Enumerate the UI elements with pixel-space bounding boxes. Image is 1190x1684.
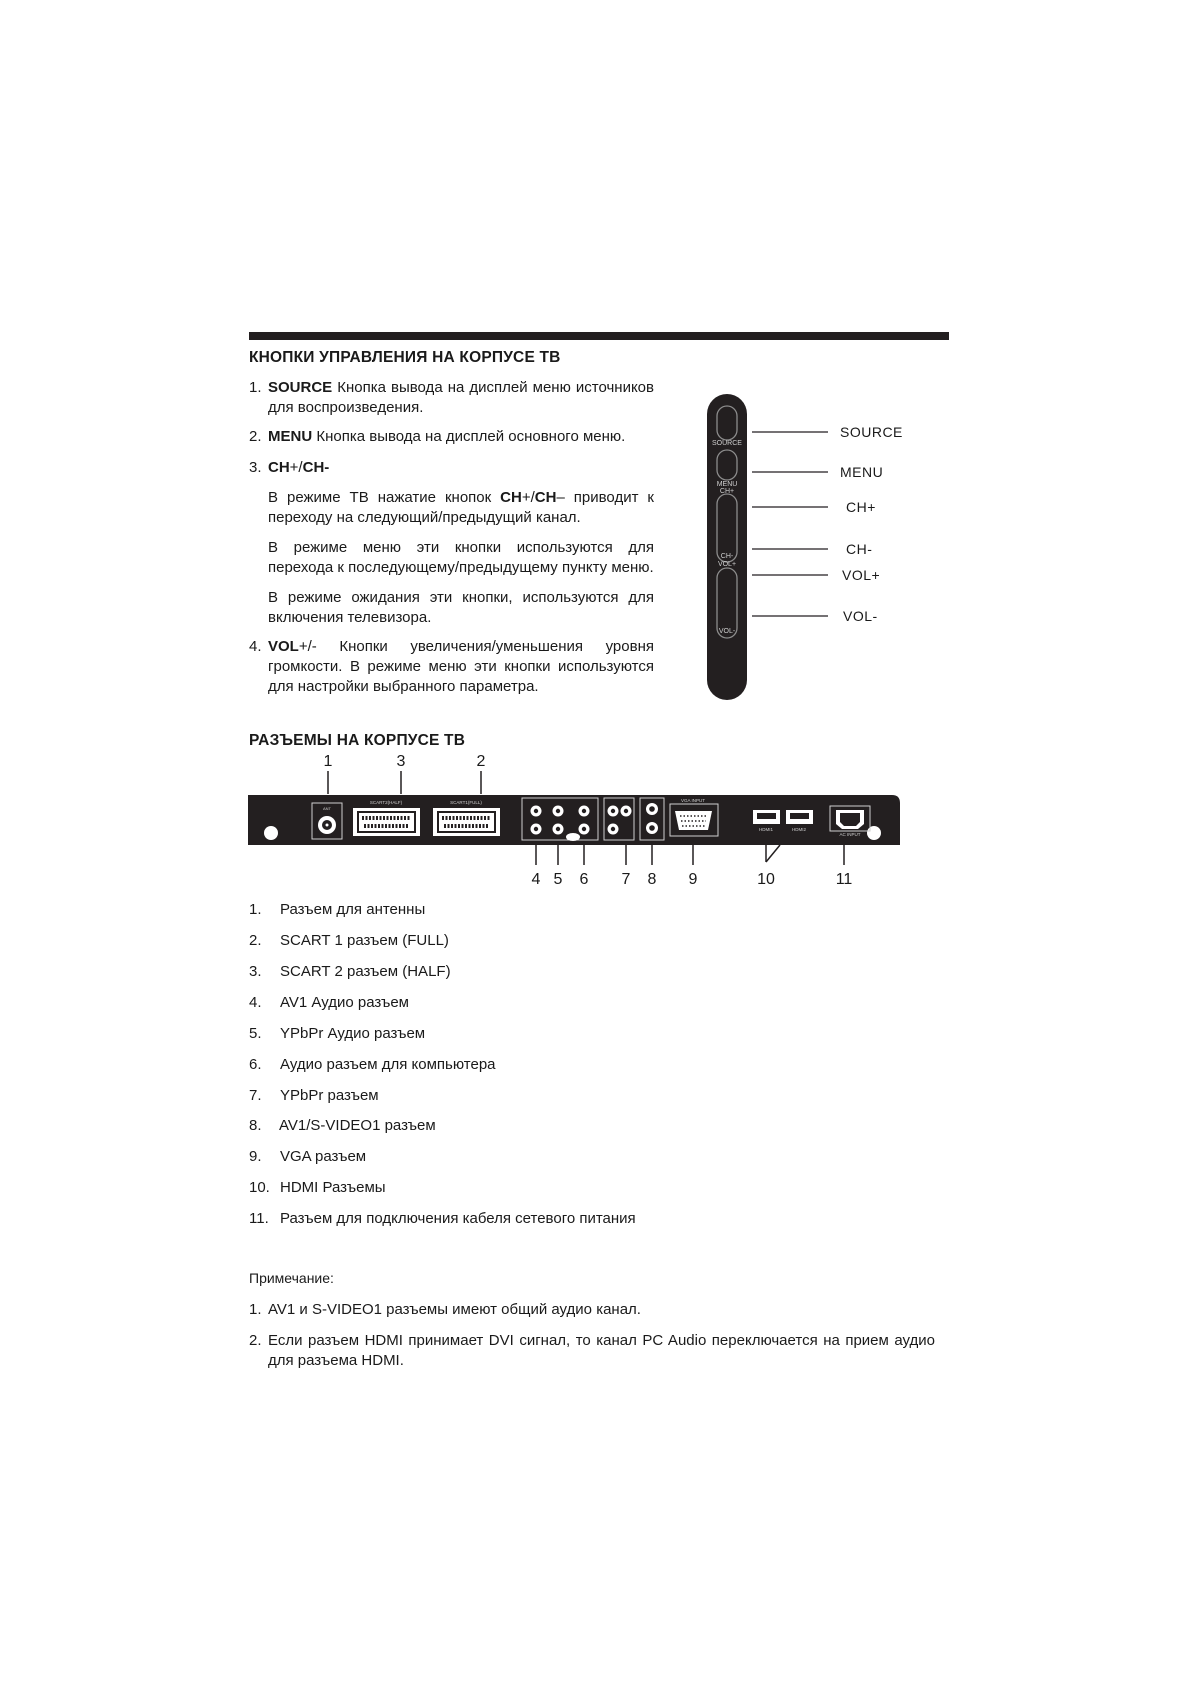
bottom-number-10: 10: [757, 871, 775, 888]
bottom-number-9: 9: [688, 871, 698, 888]
panel-label-ch-plus: CH+: [719, 488, 735, 495]
panel-label-source: SOURCE: [712, 440, 742, 447]
control-item-vol: 4. VOL+/- Кнопки увеличения/уменьшения уровня громкости. В режиме меню эти кнопки используются для настройки выбранного параметра.: [249, 638, 654, 695]
panel-label-vol-minus: VOL-: [718, 628, 736, 635]
hdmi1-label: HDMI1: [758, 827, 774, 832]
connector-list-item: 8. AV1/S-VIDEO1 разъем: [249, 1117, 436, 1134]
top-number-1: 1: [323, 753, 333, 770]
connector-list-item: 11. Разъем для подключения кабеля сетевого питания: [249, 1210, 636, 1227]
connector-list-item: 7. YPbPr разъем: [249, 1087, 379, 1104]
rear-connector-panel: [240, 750, 920, 890]
panel-label-ch-minus: CH-: [720, 553, 734, 560]
screw-hole-left: [264, 826, 278, 840]
callout-ch-plus: CH+: [846, 499, 876, 515]
callout-menu: MENU: [840, 464, 884, 480]
callout-vol-plus: VOL+: [842, 567, 881, 583]
scart1-label: SCART1(FULL): [450, 800, 482, 805]
ch-paragraph-menu: В режиме меню эти кнопки используются для перехода к последующему/предыдущему пункту меню.: [268, 539, 654, 576]
controls-section-title: КНОПКИ УПРАВЛЕНИЯ НА КОРПУСЕ ТВ: [249, 349, 561, 366]
scart2-label: SCART2(HALF): [369, 800, 403, 805]
side-button-panel: [700, 392, 930, 704]
key-ch-minus: CH: [302, 459, 325, 476]
note-item-1: 1. AV1 и S-VIDEO1 разъемы имеют общий аудио канал.: [249, 1301, 641, 1318]
callout-ch-minus: CH-: [846, 541, 873, 557]
callout-vol-minus: VOL-: [843, 608, 878, 624]
panel-label-vol-plus: VOL+: [717, 561, 737, 568]
callout-source: SOURCE: [840, 424, 903, 440]
connector-list-item: 10. HDMI Разъемы: [249, 1179, 386, 1196]
control-item-menu: 2. MENU Кнопка вывода на дисплей основного меню.: [249, 428, 626, 445]
connector-list-item: 5. YPbPr Аудио разъем: [249, 1025, 426, 1042]
top-number-3: 3: [396, 753, 406, 770]
hdmi2-label: HDMI2: [791, 827, 807, 832]
key-source: SOURCE: [268, 379, 333, 396]
key-menu: MENU: [268, 428, 313, 445]
vga-connector: [675, 811, 712, 830]
bottom-number-7: 7: [621, 871, 631, 888]
bottom-number-11: 11: [835, 871, 853, 888]
bottom-number-8: 8: [647, 871, 657, 888]
bottom-number-6: 6: [579, 871, 589, 888]
connectors-section-title: РАЗЪЕМЫ НА КОРПУСЕ ТВ: [249, 732, 466, 749]
screw-hole-right: [867, 826, 881, 840]
bottom-number-5: 5: [553, 871, 563, 888]
top-number-2: 2: [476, 753, 486, 770]
connector-list-item: 3. SCART 2 разъем (HALF): [249, 963, 451, 980]
control-item-ch: 3. CH+/CH-: [249, 459, 330, 476]
connector-list-item: 6. Аудио разъем для компьютера: [249, 1056, 496, 1073]
note-item-2: 2. Если разъем HDMI принимает DVI сигнал, то канал PC Audio переключается на прием аудио для разъема HDMI.: [249, 1332, 935, 1369]
vga-label: VGA INPUT: [680, 798, 706, 803]
key-vol: VOL: [268, 638, 299, 655]
ant-label: ANT: [323, 806, 331, 811]
connector-list-item: 1. Разъем для антенны: [249, 901, 426, 918]
section-top-rule: [249, 332, 949, 340]
key-ch-plus: CH: [268, 459, 290, 476]
power-label: AC INPUT: [839, 832, 861, 837]
panel-label-menu: MENU: [716, 481, 738, 488]
connector-list-item: 9. VGA разъем: [249, 1148, 367, 1165]
ch-paragraph-standby: В режиме ожидания эти кнопки, используются для включения телевизора.: [268, 589, 654, 626]
bottom-number-4: 4: [531, 871, 541, 888]
connector-list-item: 4. AV1 Аудио разъем: [249, 994, 409, 1011]
ch-paragraph-tv: В режиме ТВ нажатие кнопок CH+/CH– приводит к переходу на следующий/предыдущий канал.: [268, 489, 654, 526]
connector-list-item: 2. SCART 1 разъем (FULL): [249, 932, 449, 949]
control-item-source: 1. SOURCE Кнопка вывода на дисплей меню источников для воспроизведения.: [249, 379, 654, 416]
note-title: Примечание:: [249, 1270, 334, 1286]
